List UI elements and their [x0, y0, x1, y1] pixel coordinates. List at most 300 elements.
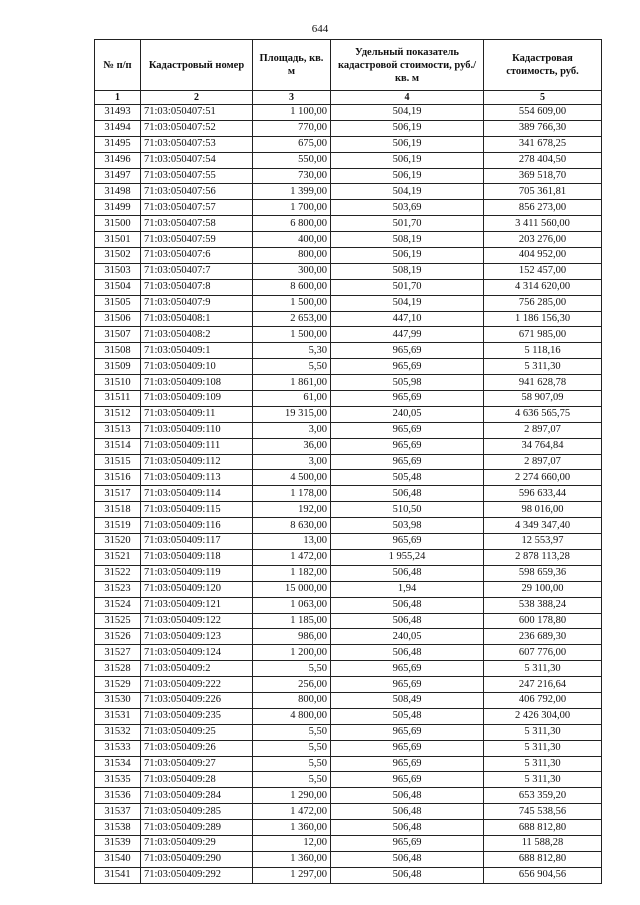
- area-cell: 5,50: [253, 661, 331, 677]
- row-number-cell: 31504: [95, 279, 141, 295]
- table-row: [95, 565, 602, 581]
- row-number-cell: 31516: [95, 470, 141, 486]
- table-row: [95, 502, 602, 518]
- specific-value-cell: 965,69: [331, 534, 484, 550]
- area-cell: 192,00: [253, 502, 331, 518]
- cadastral-number-cell: 71:03:050409:290: [141, 851, 253, 867]
- specific-value-cell: 506,19: [331, 152, 484, 168]
- specific-value-cell: 965,69: [331, 454, 484, 470]
- row-number-cell: 31526: [95, 629, 141, 645]
- specific-value-cell: 506,19: [331, 120, 484, 136]
- specific-value-cell: 506,48: [331, 867, 484, 883]
- cadastral-number-cell: 71:03:050409:123: [141, 629, 253, 645]
- row-number-cell: 31532: [95, 724, 141, 740]
- cadastral-value-cell: 3 411 560,00: [484, 216, 602, 232]
- row-number-cell: 31502: [95, 248, 141, 264]
- area-cell: 550,00: [253, 152, 331, 168]
- table-row: [95, 406, 602, 422]
- specific-value-cell: 508,19: [331, 263, 484, 279]
- cadastral-value-cell: 4 636 565,75: [484, 406, 602, 422]
- area-cell: 1 500,00: [253, 327, 331, 343]
- cadastral-number-cell: 71:03:050407:8: [141, 279, 253, 295]
- column-number: 1: [95, 91, 141, 105]
- row-number-cell: 31536: [95, 788, 141, 804]
- cadastral-value-table: [94, 39, 602, 884]
- cadastral-number-cell: 71:03:050409:110: [141, 422, 253, 438]
- cadastral-value-cell: 538 388,24: [484, 597, 602, 613]
- cadastral-number-cell: 71:03:050407:54: [141, 152, 253, 168]
- header-row-number: № п/п: [95, 40, 141, 91]
- cadastral-value-cell: 2 274 660,00: [484, 470, 602, 486]
- row-number-cell: 31512: [95, 406, 141, 422]
- row-number-cell: 31509: [95, 359, 141, 375]
- specific-value-cell: 965,69: [331, 438, 484, 454]
- area-cell: 1 472,00: [253, 549, 331, 565]
- cadastral-value-cell: 5 311,30: [484, 724, 602, 740]
- area-cell: 2 653,00: [253, 311, 331, 327]
- cadastral-number-cell: 71:03:050409:114: [141, 486, 253, 502]
- specific-value-cell: 965,69: [331, 661, 484, 677]
- cadastral-number-cell: 71:03:050409:292: [141, 867, 253, 883]
- header-area: Площадь, кв. м: [253, 40, 331, 91]
- cadastral-number-cell: 71:03:050407:59: [141, 232, 253, 248]
- cadastral-value-cell: 247 216,64: [484, 677, 602, 693]
- cadastral-number-cell: 71:03:050407:57: [141, 200, 253, 216]
- cadastral-value-cell: 29 100,00: [484, 581, 602, 597]
- cadastral-value-cell: 600 178,80: [484, 613, 602, 629]
- cadastral-value-cell: 5 311,30: [484, 756, 602, 772]
- specific-value-cell: 506,48: [331, 645, 484, 661]
- cadastral-value-cell: 941 628,78: [484, 375, 602, 391]
- table-row: [95, 216, 602, 232]
- area-cell: 8 630,00: [253, 518, 331, 534]
- area-cell: 1 700,00: [253, 200, 331, 216]
- cadastral-value-cell: 1 186 156,30: [484, 311, 602, 327]
- table-row: [95, 105, 602, 121]
- row-number-cell: 31500: [95, 216, 141, 232]
- row-number-cell: 31498: [95, 184, 141, 200]
- cadastral-value-cell: 5 311,30: [484, 740, 602, 756]
- cadastral-value-cell: 58 907,09: [484, 391, 602, 407]
- cadastral-number-cell: 71:03:050409:116: [141, 518, 253, 534]
- specific-value-cell: 505,98: [331, 375, 484, 391]
- row-number-cell: 31541: [95, 867, 141, 883]
- cadastral-value-cell: 688 812,80: [484, 851, 602, 867]
- specific-value-cell: 965,69: [331, 835, 484, 851]
- specific-value-cell: 1 955,24: [331, 549, 484, 565]
- cadastral-value-cell: 2 878 113,28: [484, 549, 602, 565]
- area-cell: 770,00: [253, 120, 331, 136]
- row-number-cell: 31493: [95, 105, 141, 121]
- cadastral-value-cell: 688 812,80: [484, 820, 602, 836]
- table-row: [95, 248, 602, 264]
- table-row: [95, 597, 602, 613]
- specific-value-cell: 510,50: [331, 502, 484, 518]
- specific-value-cell: 506,48: [331, 820, 484, 836]
- cadastral-value-cell: 607 776,00: [484, 645, 602, 661]
- area-cell: 3,00: [253, 422, 331, 438]
- area-cell: 1 182,00: [253, 565, 331, 581]
- header-cadastral-number: Кадастровый номер: [141, 40, 253, 91]
- cadastral-number-cell: 71:03:050407:51: [141, 105, 253, 121]
- specific-value-cell: 506,48: [331, 597, 484, 613]
- specific-value-cell: 505,48: [331, 470, 484, 486]
- cadastral-number-cell: 71:03:050409:26: [141, 740, 253, 756]
- area-cell: 4 500,00: [253, 470, 331, 486]
- cadastral-value-cell: 5 311,30: [484, 772, 602, 788]
- row-number-cell: 31535: [95, 772, 141, 788]
- specific-value-cell: 506,48: [331, 486, 484, 502]
- table-row: [95, 359, 602, 375]
- cadastral-value-cell: 11 588,28: [484, 835, 602, 851]
- specific-value-cell: 965,69: [331, 740, 484, 756]
- specific-value-cell: 508,19: [331, 232, 484, 248]
- row-number-cell: 31519: [95, 518, 141, 534]
- row-number-cell: 31520: [95, 534, 141, 550]
- cadastral-number-cell: 71:03:050407:9: [141, 295, 253, 311]
- table-row: [95, 343, 602, 359]
- area-cell: 3,00: [253, 454, 331, 470]
- cadastral-number-cell: 71:03:050409:120: [141, 581, 253, 597]
- area-cell: 1 100,00: [253, 105, 331, 121]
- column-number: 5: [484, 91, 602, 105]
- area-cell: 5,50: [253, 359, 331, 375]
- specific-value-cell: 965,69: [331, 359, 484, 375]
- area-cell: 1 178,00: [253, 486, 331, 502]
- cadastral-value-cell: 5 311,30: [484, 359, 602, 375]
- cadastral-value-cell: 152 457,00: [484, 263, 602, 279]
- cadastral-number-cell: 71:03:050409:124: [141, 645, 253, 661]
- cadastral-value-cell: 554 609,00: [484, 105, 602, 121]
- cadastral-value-cell: 5 311,30: [484, 661, 602, 677]
- cadastral-number-cell: 71:03:050409:222: [141, 677, 253, 693]
- specific-value-cell: 965,69: [331, 772, 484, 788]
- cadastral-number-cell: 71:03:050409:115: [141, 502, 253, 518]
- cadastral-number-cell: 71:03:050407:52: [141, 120, 253, 136]
- cadastral-number-cell: 71:03:050409:289: [141, 820, 253, 836]
- area-cell: 1 290,00: [253, 788, 331, 804]
- cadastral-value-cell: 2 897,07: [484, 454, 602, 470]
- row-number-cell: 31527: [95, 645, 141, 661]
- table-row: [95, 311, 602, 327]
- column-number: 2: [141, 91, 253, 105]
- area-cell: 12,00: [253, 835, 331, 851]
- cadastral-value-cell: 12 553,97: [484, 534, 602, 550]
- area-cell: 1 360,00: [253, 820, 331, 836]
- cadastral-value-cell: 4 314 620,00: [484, 279, 602, 295]
- row-number-cell: 31540: [95, 851, 141, 867]
- specific-value-cell: 965,69: [331, 756, 484, 772]
- row-number-cell: 31497: [95, 168, 141, 184]
- area-cell: 800,00: [253, 248, 331, 264]
- cadastral-number-cell: 71:03:050409:226: [141, 692, 253, 708]
- table-row: [95, 454, 602, 470]
- table-row: [95, 677, 602, 693]
- column-number-row: [95, 91, 602, 105]
- specific-value-cell: 506,48: [331, 565, 484, 581]
- table-row: [95, 740, 602, 756]
- row-number-cell: 31496: [95, 152, 141, 168]
- cadastral-number-cell: 71:03:050409:235: [141, 708, 253, 724]
- row-number-cell: 31537: [95, 804, 141, 820]
- cadastral-number-cell: 71:03:050409:122: [141, 613, 253, 629]
- specific-value-cell: 506,48: [331, 851, 484, 867]
- area-cell: 61,00: [253, 391, 331, 407]
- cadastral-number-cell: 71:03:050409:1: [141, 343, 253, 359]
- area-cell: 36,00: [253, 438, 331, 454]
- cadastral-number-cell: 71:03:050408:2: [141, 327, 253, 343]
- cadastral-value-cell: 705 361,81: [484, 184, 602, 200]
- row-number-cell: 31507: [95, 327, 141, 343]
- table-row: [95, 549, 602, 565]
- cadastral-number-cell: 71:03:050409:28: [141, 772, 253, 788]
- area-cell: 5,50: [253, 740, 331, 756]
- cadastral-value-cell: 2 897,07: [484, 422, 602, 438]
- cadastral-value-cell: 2 426 304,00: [484, 708, 602, 724]
- row-number-cell: 31539: [95, 835, 141, 851]
- row-number-cell: 31510: [95, 375, 141, 391]
- row-number-cell: 31518: [95, 502, 141, 518]
- table-body: [95, 105, 602, 884]
- table-row: [95, 327, 602, 343]
- table-row: [95, 645, 602, 661]
- area-cell: 1 472,00: [253, 804, 331, 820]
- specific-value-cell: 504,19: [331, 105, 484, 121]
- specific-value-cell: 505,48: [331, 708, 484, 724]
- row-number-cell: 31533: [95, 740, 141, 756]
- row-number-cell: 31524: [95, 597, 141, 613]
- area-cell: 986,00: [253, 629, 331, 645]
- cadastral-number-cell: 71:03:050409:27: [141, 756, 253, 772]
- table-row: [95, 375, 602, 391]
- area-cell: 1 063,00: [253, 597, 331, 613]
- area-cell: 1 185,00: [253, 613, 331, 629]
- cadastral-value-cell: 653 359,20: [484, 788, 602, 804]
- table-row: [95, 120, 602, 136]
- table-row: [95, 851, 602, 867]
- cadastral-value-cell: 98 016,00: [484, 502, 602, 518]
- specific-value-cell: 506,19: [331, 136, 484, 152]
- table-row: [95, 295, 602, 311]
- cadastral-number-cell: 71:03:050409:25: [141, 724, 253, 740]
- row-number-cell: 31531: [95, 708, 141, 724]
- cadastral-value-cell: 278 404,50: [484, 152, 602, 168]
- area-cell: 19 315,00: [253, 406, 331, 422]
- header-cadastral-value: Кадастровая стоимость, руб.: [484, 40, 602, 91]
- table-row: [95, 279, 602, 295]
- cadastral-value-cell: 4 349 347,40: [484, 518, 602, 534]
- specific-value-cell: 506,48: [331, 804, 484, 820]
- table-row: [95, 724, 602, 740]
- table-header: [95, 40, 602, 105]
- cadastral-number-cell: 71:03:050409:112: [141, 454, 253, 470]
- area-cell: 13,00: [253, 534, 331, 550]
- table-row: [95, 867, 602, 883]
- cadastral-number-cell: 71:03:050409:29: [141, 835, 253, 851]
- cadastral-value-cell: 236 689,30: [484, 629, 602, 645]
- table-row: [95, 692, 602, 708]
- header-specific-value: Удельный показатель кадастровой стоимости, руб./кв. м: [331, 40, 484, 91]
- specific-value-cell: 1,94: [331, 581, 484, 597]
- table-row: [95, 184, 602, 200]
- row-number-cell: 31505: [95, 295, 141, 311]
- table-row: [95, 629, 602, 645]
- table-row: [95, 820, 602, 836]
- row-number-cell: 31530: [95, 692, 141, 708]
- cadastral-number-cell: 71:03:050407:58: [141, 216, 253, 232]
- cadastral-number-cell: 71:03:050409:285: [141, 804, 253, 820]
- cadastral-value-cell: 756 285,00: [484, 295, 602, 311]
- specific-value-cell: 508,49: [331, 692, 484, 708]
- cadastral-value-cell: 341 678,25: [484, 136, 602, 152]
- table-row: [95, 708, 602, 724]
- table-row: [95, 422, 602, 438]
- table-row: [95, 438, 602, 454]
- cadastral-value-cell: 389 766,30: [484, 120, 602, 136]
- row-number-cell: 31529: [95, 677, 141, 693]
- specific-value-cell: 240,05: [331, 406, 484, 422]
- specific-value-cell: 965,69: [331, 724, 484, 740]
- specific-value-cell: 965,69: [331, 343, 484, 359]
- specific-value-cell: 240,05: [331, 629, 484, 645]
- table-row: [95, 136, 602, 152]
- table-row: [95, 486, 602, 502]
- table-row: [95, 168, 602, 184]
- cadastral-number-cell: 71:03:050409:118: [141, 549, 253, 565]
- row-number-cell: 31508: [95, 343, 141, 359]
- table-row: [95, 772, 602, 788]
- row-number-cell: 31503: [95, 263, 141, 279]
- specific-value-cell: 447,99: [331, 327, 484, 343]
- row-number-cell: 31513: [95, 422, 141, 438]
- row-number-cell: 31501: [95, 232, 141, 248]
- area-cell: 5,50: [253, 772, 331, 788]
- row-number-cell: 31495: [95, 136, 141, 152]
- cadastral-value-cell: 745 538,56: [484, 804, 602, 820]
- cadastral-number-cell: 71:03:050407:55: [141, 168, 253, 184]
- cadastral-value-cell: 5 118,16: [484, 343, 602, 359]
- cadastral-number-cell: 71:03:050409:284: [141, 788, 253, 804]
- cadastral-number-cell: 71:03:050408:1: [141, 311, 253, 327]
- row-number-cell: 31511: [95, 391, 141, 407]
- area-cell: 4 800,00: [253, 708, 331, 724]
- cadastral-value-cell: 656 904,56: [484, 867, 602, 883]
- specific-value-cell: 965,69: [331, 422, 484, 438]
- area-cell: 730,00: [253, 168, 331, 184]
- cadastral-value-cell: 369 518,70: [484, 168, 602, 184]
- row-number-cell: 31494: [95, 120, 141, 136]
- cadastral-number-cell: 71:03:050409:119: [141, 565, 253, 581]
- cadastral-value-cell: 203 276,00: [484, 232, 602, 248]
- specific-value-cell: 965,69: [331, 677, 484, 693]
- specific-value-cell: 965,69: [331, 391, 484, 407]
- cadastral-number-cell: 71:03:050407:56: [141, 184, 253, 200]
- specific-value-cell: 501,70: [331, 216, 484, 232]
- area-cell: 1 500,00: [253, 295, 331, 311]
- table-row: [95, 804, 602, 820]
- cadastral-number-cell: 71:03:050409:117: [141, 534, 253, 550]
- cadastral-number-cell: 71:03:050409:11: [141, 406, 253, 422]
- table-row: [95, 391, 602, 407]
- area-cell: 6 800,00: [253, 216, 331, 232]
- row-number-cell: 31525: [95, 613, 141, 629]
- cadastral-number-cell: 71:03:050409:109: [141, 391, 253, 407]
- row-number-cell: 31515: [95, 454, 141, 470]
- table-row: [95, 232, 602, 248]
- row-number-cell: 31528: [95, 661, 141, 677]
- area-cell: 675,00: [253, 136, 331, 152]
- row-number-cell: 31517: [95, 486, 141, 502]
- area-cell: 800,00: [253, 692, 331, 708]
- table-row: [95, 152, 602, 168]
- area-cell: 15 000,00: [253, 581, 331, 597]
- cadastral-value-cell: 404 952,00: [484, 248, 602, 264]
- cadastral-number-cell: 71:03:050407:53: [141, 136, 253, 152]
- area-cell: 300,00: [253, 263, 331, 279]
- row-number-cell: 31522: [95, 565, 141, 581]
- row-number-cell: 31514: [95, 438, 141, 454]
- cadastral-number-cell: 71:03:050409:113: [141, 470, 253, 486]
- cadastral-number-cell: 71:03:050409:2: [141, 661, 253, 677]
- specific-value-cell: 503,98: [331, 518, 484, 534]
- row-number-cell: 31506: [95, 311, 141, 327]
- specific-value-cell: 504,19: [331, 295, 484, 311]
- table-row: [95, 263, 602, 279]
- table-row: [95, 613, 602, 629]
- area-cell: 1 200,00: [253, 645, 331, 661]
- table-row: [95, 518, 602, 534]
- area-cell: 1 399,00: [253, 184, 331, 200]
- cadastral-number-cell: 71:03:050409:108: [141, 375, 253, 391]
- row-number-cell: 31523: [95, 581, 141, 597]
- table-row: [95, 581, 602, 597]
- page-number: 644: [311, 23, 329, 35]
- row-number-cell: 31534: [95, 756, 141, 772]
- area-cell: 5,30: [253, 343, 331, 359]
- specific-value-cell: 447,10: [331, 311, 484, 327]
- area-cell: 400,00: [253, 232, 331, 248]
- table-row: [95, 788, 602, 804]
- area-cell: 1 360,00: [253, 851, 331, 867]
- row-number-cell: 31499: [95, 200, 141, 216]
- specific-value-cell: 506,48: [331, 613, 484, 629]
- column-number: 3: [253, 91, 331, 105]
- cadastral-number-cell: 71:03:050409:10: [141, 359, 253, 375]
- column-number: 4: [331, 91, 484, 105]
- cadastral-value-cell: 856 273,00: [484, 200, 602, 216]
- table-row: [95, 661, 602, 677]
- specific-value-cell: 503,69: [331, 200, 484, 216]
- cadastral-number-cell: 71:03:050407:6: [141, 248, 253, 264]
- cadastral-value-cell: 406 792,00: [484, 692, 602, 708]
- area-cell: 8 600,00: [253, 279, 331, 295]
- cadastral-number-cell: 71:03:050409:121: [141, 597, 253, 613]
- area-cell: 256,00: [253, 677, 331, 693]
- header-row: [95, 40, 602, 91]
- area-cell: 1 861,00: [253, 375, 331, 391]
- table-row: [95, 756, 602, 772]
- specific-value-cell: 506,19: [331, 168, 484, 184]
- area-cell: 5,50: [253, 724, 331, 740]
- cadastral-value-cell: 596 633,44: [484, 486, 602, 502]
- specific-value-cell: 501,70: [331, 279, 484, 295]
- specific-value-cell: 506,19: [331, 248, 484, 264]
- table-row: [95, 835, 602, 851]
- specific-value-cell: 504,19: [331, 184, 484, 200]
- table-row: [95, 470, 602, 486]
- row-number-cell: 31521: [95, 549, 141, 565]
- cadastral-value-cell: 598 659,36: [484, 565, 602, 581]
